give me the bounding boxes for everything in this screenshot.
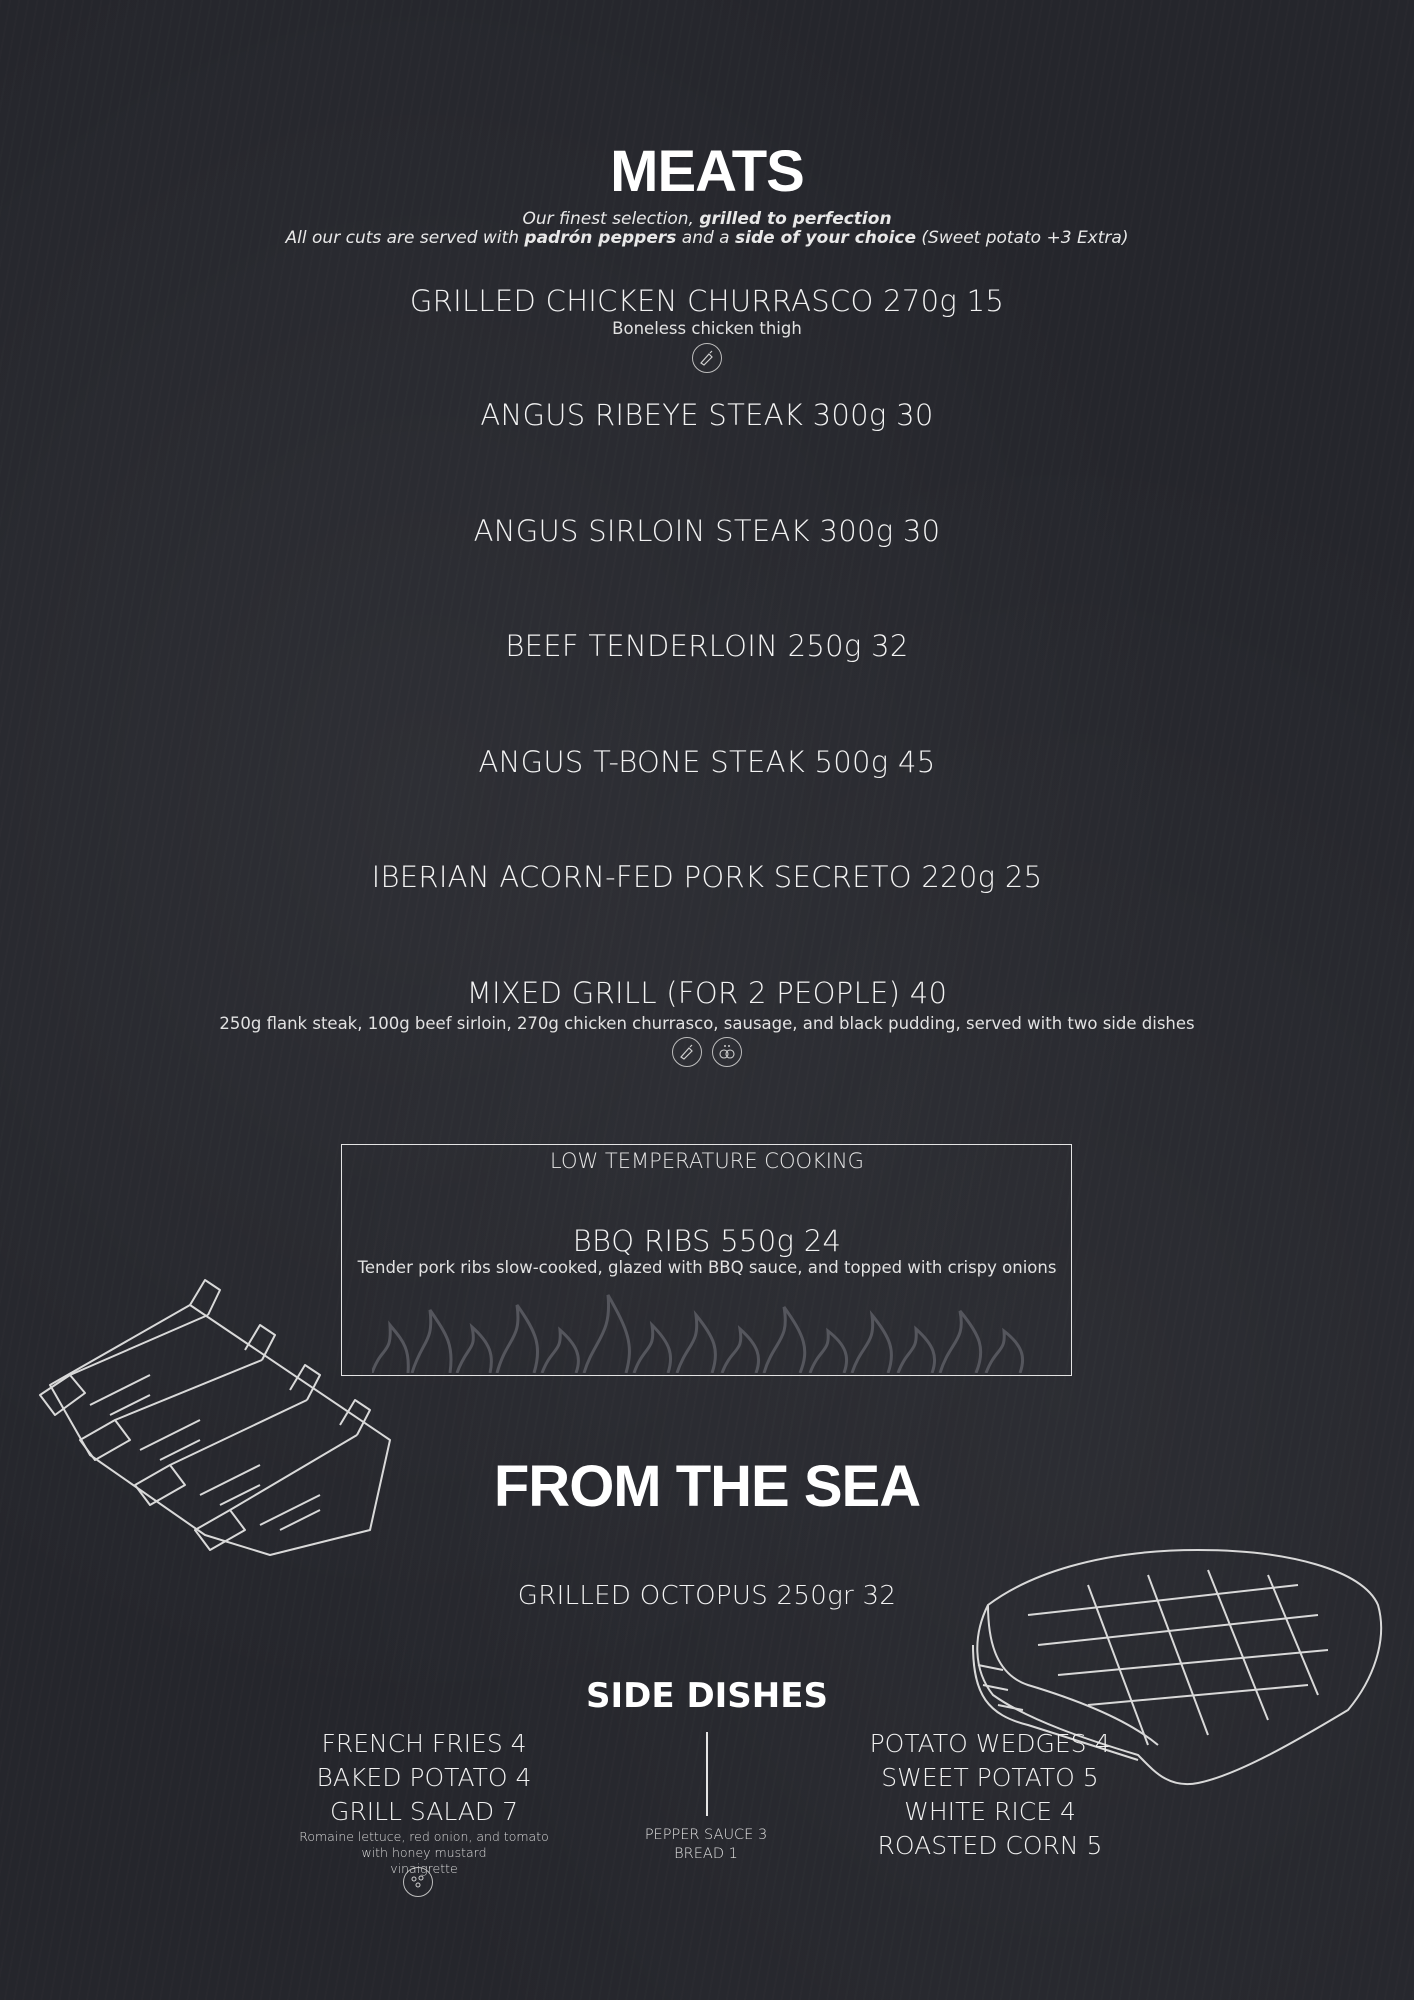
egg-icon bbox=[712, 1037, 742, 1067]
side-extra: BREAD 1 bbox=[674, 1846, 738, 1862]
subtitle-text: and a bbox=[676, 228, 735, 248]
flames-decoration bbox=[372, 1285, 1042, 1373]
subtitle-bold: side of your choice bbox=[735, 228, 917, 248]
pepper-icon bbox=[692, 343, 722, 373]
subtitle-text: All our cuts are served with bbox=[285, 228, 525, 248]
side-item-desc: Romaine lettuce, red onion, and tomato bbox=[299, 1829, 549, 1844]
meats-subtitle-1 bbox=[0, 209, 1414, 229]
menu-item-sirloin: ANGUS SIRLOIN STEAK 300g 30 bbox=[473, 514, 941, 548]
menu-item-desc: Boneless chicken thigh bbox=[612, 319, 802, 338]
meats-subtitle-2 bbox=[0, 228, 1414, 248]
allergen-row bbox=[0, 1037, 1414, 1067]
subtitle-bold: grilled to perfection bbox=[699, 209, 892, 229]
pepper-icon bbox=[672, 1037, 702, 1067]
side-extra: PEPPER SAUCE 3 bbox=[644, 1827, 768, 1843]
sea-title: FROM THE SEA bbox=[493, 1454, 921, 1519]
sides-left-column bbox=[264, 1727, 584, 1877]
subtitle-text: (Sweet potato +3 Extra) bbox=[916, 228, 1129, 248]
allergen-row bbox=[0, 343, 1414, 373]
menu-item-desc: 250g flank steak, 100g beef sirloin, 270g chicken churrasco, sausage, and black pudding, served with two side dishes bbox=[219, 1014, 1195, 1033]
subtitle-bold: padrón peppers bbox=[524, 228, 677, 248]
side-item: WHITE RICE 4 bbox=[904, 1797, 1076, 1826]
menu-item-chicken: GRILLED CHICKEN CHURRASCO 270g 15 bbox=[409, 284, 1005, 318]
menu-item-mixed-grill: MIXED GRILL (FOR 2 PEOPLE) 40 bbox=[466, 976, 948, 1010]
side-item: SWEET POTATO 5 bbox=[881, 1763, 1099, 1792]
subtitle-text: Our finest selection, bbox=[522, 209, 700, 229]
low-temp-label: LOW TEMPERATURE COOKING bbox=[550, 1149, 864, 1173]
ribs-illustration bbox=[30, 1275, 400, 1565]
menu-item-secreto: IBERIAN ACORN-FED PORK SECRETO 220g 25 bbox=[371, 860, 1043, 894]
sides-title: SIDE DISHES bbox=[586, 1676, 828, 1716]
menu-item-tbone: ANGUS T-BONE STEAK 500g 45 bbox=[478, 745, 936, 779]
side-item: FRENCH FRIES 4 bbox=[321, 1729, 527, 1758]
menu-item-bbq-ribs: BBQ RIBS 550g 24 bbox=[572, 1224, 842, 1258]
side-item: POTATO WEDGES 4 bbox=[869, 1729, 1111, 1758]
sides-right-column bbox=[840, 1727, 1140, 1863]
side-item: ROASTED CORN 5 bbox=[877, 1831, 1103, 1860]
menu-item-desc: Tender pork ribs slow-cooked, glazed with BBQ sauce, and topped with crispy onions bbox=[357, 1258, 1057, 1277]
side-item: GRILL SALAD 7 bbox=[329, 1797, 519, 1826]
side-item-desc: with honey mustard bbox=[361, 1845, 487, 1860]
side-item: BAKED POTATO 4 bbox=[316, 1763, 532, 1792]
mustard-icon bbox=[403, 1867, 433, 1897]
side-item-desc: vinaigrette bbox=[390, 1861, 458, 1876]
meats-title: MEATS bbox=[610, 139, 804, 204]
menu-item-ribeye: ANGUS RIBEYE STEAK 300g 30 bbox=[480, 398, 934, 432]
menu-item-octopus: GRILLED OCTOPUS 250gr 32 bbox=[517, 1581, 897, 1611]
menu-item-tenderloin: BEEF TENDERLOIN 250g 32 bbox=[505, 629, 909, 663]
sides-middle-column bbox=[606, 1826, 806, 1864]
sides-divider bbox=[706, 1732, 708, 1816]
